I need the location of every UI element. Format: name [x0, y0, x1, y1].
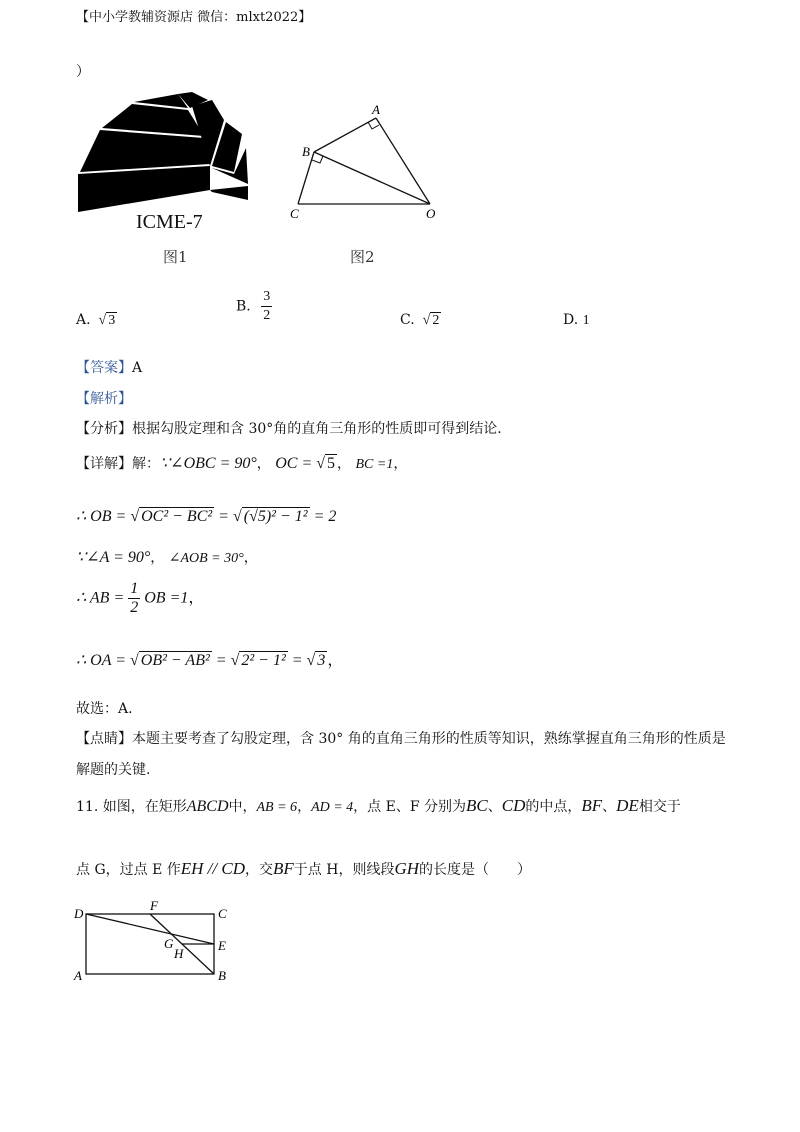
spiral-triangle-2 — [80, 130, 210, 172]
q11-q3: 于点 H，则线段 — [293, 862, 395, 878]
detail-l2-root: OC² − BC² — [141, 508, 213, 525]
segment-ao — [376, 118, 430, 204]
right-angle-mark-b — [312, 156, 323, 163]
segment-cb — [298, 152, 314, 204]
detail-l1-bc: BC =1 — [355, 457, 394, 472]
segment-de — [86, 914, 214, 944]
point-label-c: C — [290, 206, 299, 221]
detail-l4-ab: ∴ AB = — [76, 589, 129, 607]
q11-q1: 点 G，过点 E 作 — [76, 862, 181, 878]
q11-qm3: GH — [394, 859, 420, 878]
point-h: H — [174, 946, 184, 961]
detail-l1-sep1: ， — [256, 456, 271, 472]
fenxi-line — [76, 419, 502, 439]
detail-tag: 【详解】 — [76, 456, 132, 472]
figure-1-icme-spiral — [70, 90, 260, 220]
point-label-b: B — [302, 144, 310, 159]
point-a: A — [74, 968, 82, 983]
detail-l2-root2: (√5)² − 1² — [243, 508, 308, 525]
detail-l1-obc: ∵∠OBC = 90° — [160, 455, 257, 472]
detail-l5-sep: ， — [327, 652, 344, 669]
detail-l2-eq: = — [214, 508, 233, 525]
dianjing-line-1 — [76, 729, 726, 749]
question-11-line-1 — [76, 796, 681, 818]
page-header: 【中小学教辅资源店 微信：mlxt2022】 — [76, 10, 312, 25]
detail-l1-oc: OC = — [275, 455, 317, 472]
option-a-value: 3 — [108, 313, 116, 328]
option-a: A. √ 3 — [76, 312, 116, 328]
detail-l3-a: ∵∠A = 90° — [76, 549, 151, 566]
option-c-value: 2 — [432, 313, 440, 328]
detail-l5-root: OB² − AB² — [140, 652, 210, 669]
q11-p2: 中， — [228, 799, 257, 815]
detail-l1-oc-root: 5 — [327, 455, 336, 472]
right-angle-mark-a — [368, 122, 379, 129]
point-g: G — [164, 936, 174, 951]
option-c: C. √ 2 — [400, 312, 440, 328]
q11-p4: ，点 E、F 分别为 — [353, 799, 467, 815]
option-b-numerator: 3 — [261, 288, 272, 307]
figure-2-caption: 图2 — [350, 248, 375, 266]
q11-m5: CD — [501, 796, 526, 815]
figure-1-label: ICME-7 — [136, 211, 203, 233]
option-b-label: B. — [236, 298, 251, 315]
q11-p6: 的中点， — [525, 799, 582, 815]
detail-l5-eq: = — [211, 652, 231, 669]
option-d-label: D. — [563, 312, 579, 328]
detail-intro: 解： — [132, 456, 160, 472]
option-b-denominator: 2 — [263, 308, 271, 323]
q11-m1: ABCD — [186, 798, 229, 815]
option-d-value: 1 — [582, 313, 590, 328]
detail-line-5: ∴ OA = √ OB² − AB² = √ 2² − 1² = √ 3 ， — [76, 652, 344, 669]
question-11-line-2 — [76, 859, 531, 880]
q11-p7: 、 — [602, 799, 617, 815]
q11-m7: DE — [616, 796, 639, 815]
dianjing-text-1: 本题主要考查了勾股定理，含 30° 角的直角三角形的性质等知识，熟练掌握直角三角形的性质是 — [132, 731, 726, 747]
figure-1-caption: 图1 — [163, 248, 188, 266]
q11-qm1: EH // CD — [180, 859, 245, 878]
detail-l3-sep1: ， — [150, 550, 165, 566]
question-11-figure — [70, 896, 240, 988]
q11-p3: ， — [297, 799, 312, 815]
analysis-tag: 【解析】 — [76, 391, 132, 407]
point-e: E — [218, 938, 226, 953]
detail-l3-sep2: ， — [243, 550, 258, 566]
dianjing-line-2: 解题的关键. — [76, 762, 151, 778]
q11-q2: ，交 — [245, 862, 273, 878]
spiral-triangle-9 — [210, 186, 248, 200]
segment-ba — [314, 118, 376, 152]
option-a-label: A. — [76, 312, 91, 328]
choose-line: 故选：A. — [76, 701, 133, 717]
q11-m2: AB = 6 — [256, 800, 298, 815]
point-b: B — [218, 968, 226, 983]
fenxi-text: 根据勾股定理和含 30°角的直角三角形的性质即可得到结论. — [132, 421, 502, 437]
q11-p8: 相交于 — [638, 799, 681, 815]
detail-l4-sep: ， — [188, 589, 205, 607]
previous-question-tail: ） — [76, 64, 90, 80]
q11-qm2: BF — [273, 859, 294, 878]
point-label-o: O — [426, 206, 436, 221]
detail-line-3 — [76, 548, 258, 569]
point-d: D — [74, 906, 84, 921]
detail-l1-sep2: ， — [337, 456, 352, 472]
detail-l1-sep3: ， — [393, 456, 408, 472]
q11-m3: AD = 4 — [311, 800, 354, 815]
option-c-label: C. — [400, 312, 415, 328]
detail-l2-result: = 2 — [309, 508, 337, 525]
detail-l4-ob: OB =1 — [144, 589, 189, 607]
fenxi-tag: 【分析】 — [76, 421, 132, 437]
segment-bo — [314, 152, 430, 204]
detail-l5-oa: ∴ OA = — [76, 652, 131, 669]
answer-tag: 【答案】 — [76, 360, 132, 376]
spiral-triangle-1 — [78, 166, 210, 212]
figure-2-triangles — [290, 100, 450, 225]
answer-value: A — [132, 360, 143, 376]
q11-p5: 、 — [487, 799, 502, 815]
q11-m6: BF — [581, 796, 603, 815]
detail-l5-eq2: = — [287, 652, 307, 669]
option-d — [563, 310, 590, 331]
detail-line-4 — [76, 580, 204, 617]
detail-l4-numerator: 1 — [130, 580, 139, 597]
detail-line-1: 【详解】解：∵∠OBC = 90°， OC = √ 5 ， BC =1， — [76, 455, 408, 472]
answer-line — [76, 358, 142, 378]
q11-q4: 的长度是（ ） — [419, 862, 532, 878]
q11-p1: 11. 如图，在矩形 — [76, 799, 187, 815]
detail-l4-denominator: 2 — [130, 599, 139, 616]
detail-line-2: ∴ OB = √ OC² − BC² = √ (√5)² − 1² = 2 — [76, 508, 337, 525]
detail-l2-ob: ∴ OB = — [76, 508, 131, 525]
q11-m4: BC — [466, 796, 488, 815]
detail-l5-root3: 3 — [317, 652, 326, 669]
point-f: F — [150, 898, 158, 913]
option-b — [236, 288, 272, 325]
dianjing-tag: 【点睛】 — [76, 731, 132, 747]
detail-l3-aob: ∠AOB = 30° — [168, 551, 244, 566]
spiral-triangle-3 — [102, 104, 204, 136]
detail-l5-root2: 2² − 1² — [241, 652, 286, 669]
point-label-a: A — [372, 102, 380, 117]
point-c: C — [218, 906, 227, 921]
